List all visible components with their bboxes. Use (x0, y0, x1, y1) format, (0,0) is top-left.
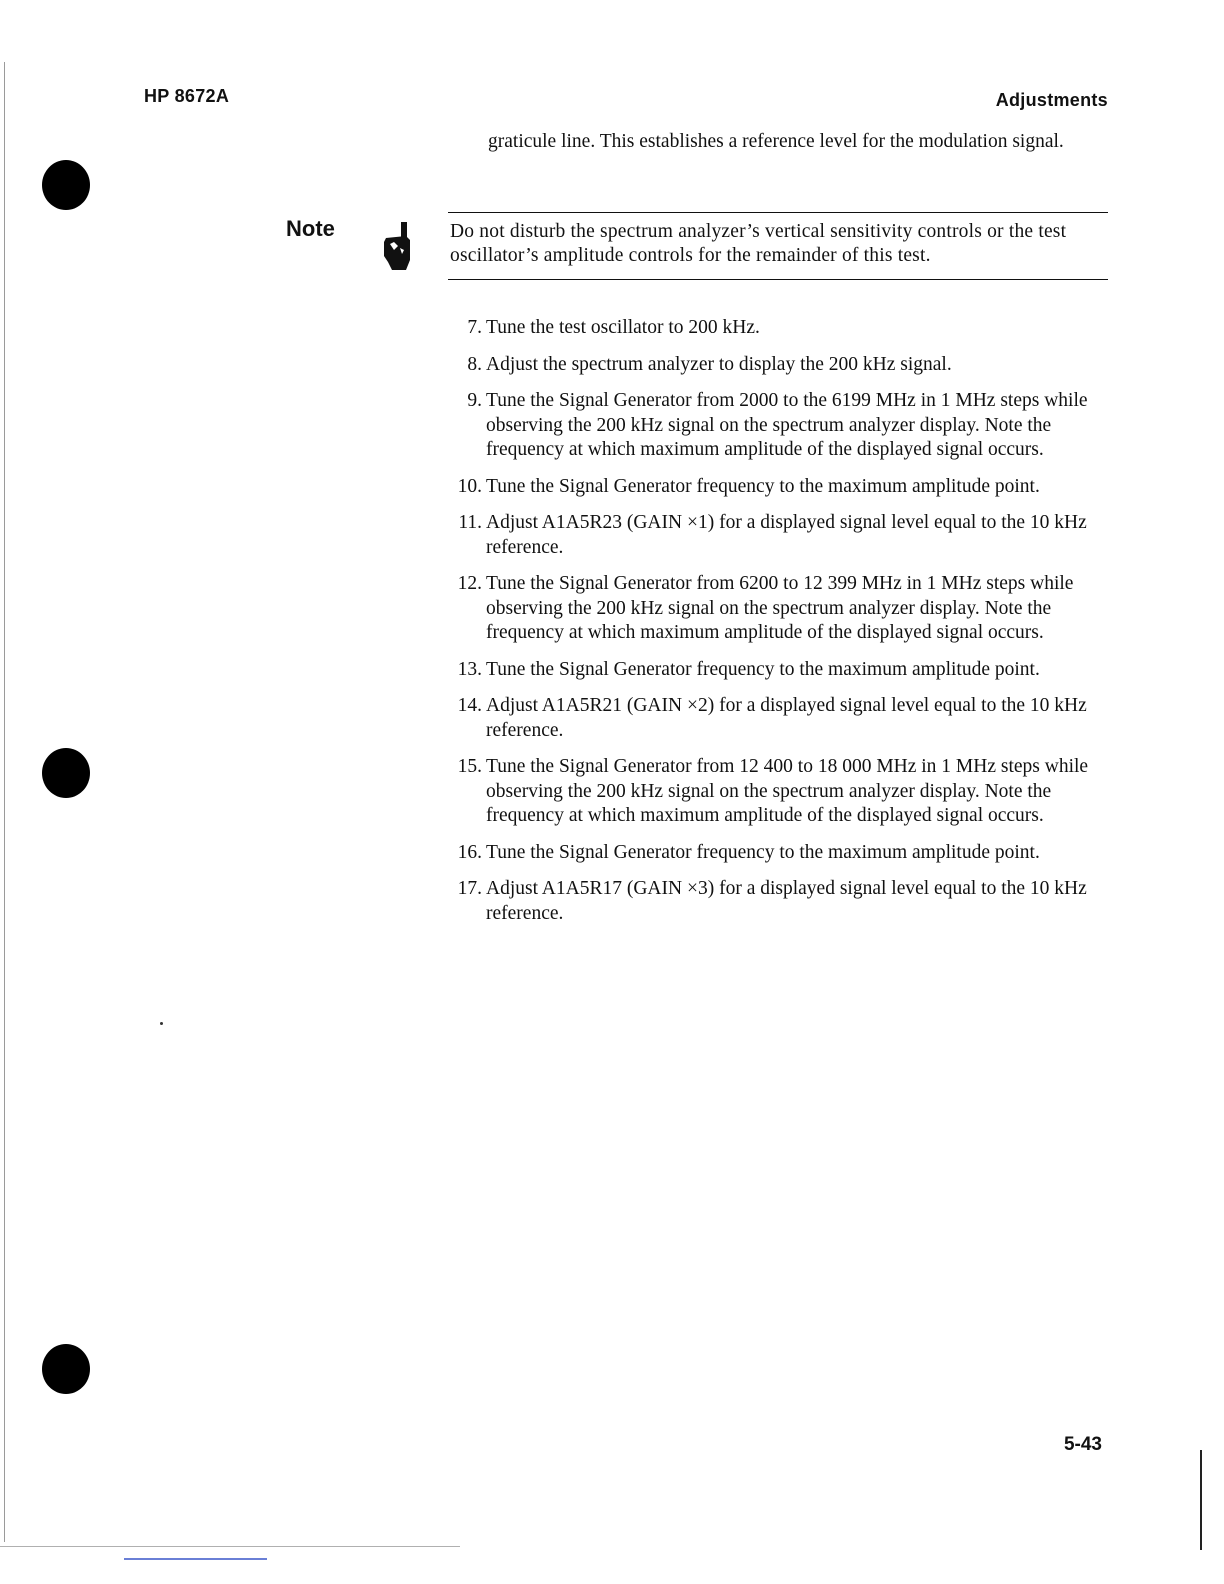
punch-hole-middle (42, 748, 90, 798)
page-number: 5-43 (1063, 1434, 1102, 1455)
step-text: Tune the Signal Generator from 6200 to 12 399 MHz in 1 MHz steps while observing the 200 kHz signal on the spectrum analyzer display. Note the frequency at which maximum amplitude of the displayed signal occurs. (486, 573, 1074, 643)
step-text: Tune the Signal Generator frequency to the maximum amplitude point. (486, 658, 1040, 680)
punch-hole-bottom (42, 1344, 90, 1394)
note-label: Note (286, 216, 335, 241)
procedure-step (436, 353, 1116, 378)
section-header: Adjustments (995, 90, 1108, 110)
step-number: 16. (457, 841, 482, 863)
step-text: Tune the Signal Generator from 2000 to the 6199 MHz in 1 MHz steps while observing the 200 kHz signal on the spectrum analyzer display. Note the frequency at which maximum amplitude of the displayed signal occurs. (486, 390, 1088, 460)
punch-hole-top (42, 160, 90, 210)
procedure-step (436, 511, 1116, 560)
procedure-step (436, 316, 1116, 341)
scan-edge-blue (124, 1558, 267, 1560)
step-text: Adjust A1A5R23 (GAIN ×1) for a displayed signal level equal to the 10 kHz reference. (486, 512, 1087, 558)
step-number: 9. (467, 390, 482, 411)
step-number: 12. (457, 573, 482, 594)
step-number: 13. (457, 658, 482, 680)
procedure-step (436, 572, 1116, 646)
procedure-step (436, 877, 1116, 926)
step-number: 8. (467, 353, 482, 375)
scan-edge-bottom (0, 1546, 460, 1547)
note-text: Do not disturb the spectrum analyzer’s vertical sensitivity controls or the test oscillator’s amplitude controls for the remainder of this test. (450, 221, 1067, 266)
step-text: Tune the Signal Generator frequency to the maximum amplitude point. (486, 841, 1040, 863)
step-text: Tune the test oscillator to 200 kHz. (486, 317, 760, 338)
step-text: Adjust the spectrum analyzer to display the 200 kHz signal. (486, 353, 952, 375)
procedure-step (436, 658, 1116, 683)
step-text: Tune the Signal Generator from 12 400 to 18 000 MHz in 1 MHz steps while observing the 200 kHz signal on the spectrum analyzer display. Note the frequency at which maximum amplitude of the displayed signal occurs. (486, 756, 1089, 826)
procedure-step (436, 389, 1116, 463)
step-text: Tune the Signal Generator frequency to the maximum amplitude point. (486, 475, 1040, 497)
pointing-hand-icon (380, 220, 414, 272)
procedure-step (436, 475, 1116, 500)
scan-edge-left (4, 62, 5, 1542)
step-number: 14. (457, 695, 482, 716)
scan-speck (160, 1022, 163, 1025)
step-number: 7. (467, 317, 482, 338)
procedure-step (436, 755, 1116, 829)
procedure-step (436, 841, 1116, 866)
step-number: 15. (457, 756, 482, 777)
step-text: Adjust A1A5R17 (GAIN ×3) for a displayed signal level equal to the 10 kHz reference. (486, 878, 1087, 924)
step-number: 17. (457, 878, 482, 899)
step-number: 10. (457, 475, 482, 497)
step-number: 11. (458, 512, 482, 533)
manual-model-header: HP 8672A (144, 86, 230, 106)
procedure-step (436, 694, 1116, 743)
procedure-steps (436, 316, 1116, 938)
continued-paragraph: graticule line. This establishes a reference level for the modulation signal. (488, 131, 1064, 152)
step-text: Adjust A1A5R21 (GAIN ×2) for a displayed signal level equal to the 10 kHz reference. (486, 695, 1087, 741)
scan-edge-right (1200, 1450, 1202, 1550)
